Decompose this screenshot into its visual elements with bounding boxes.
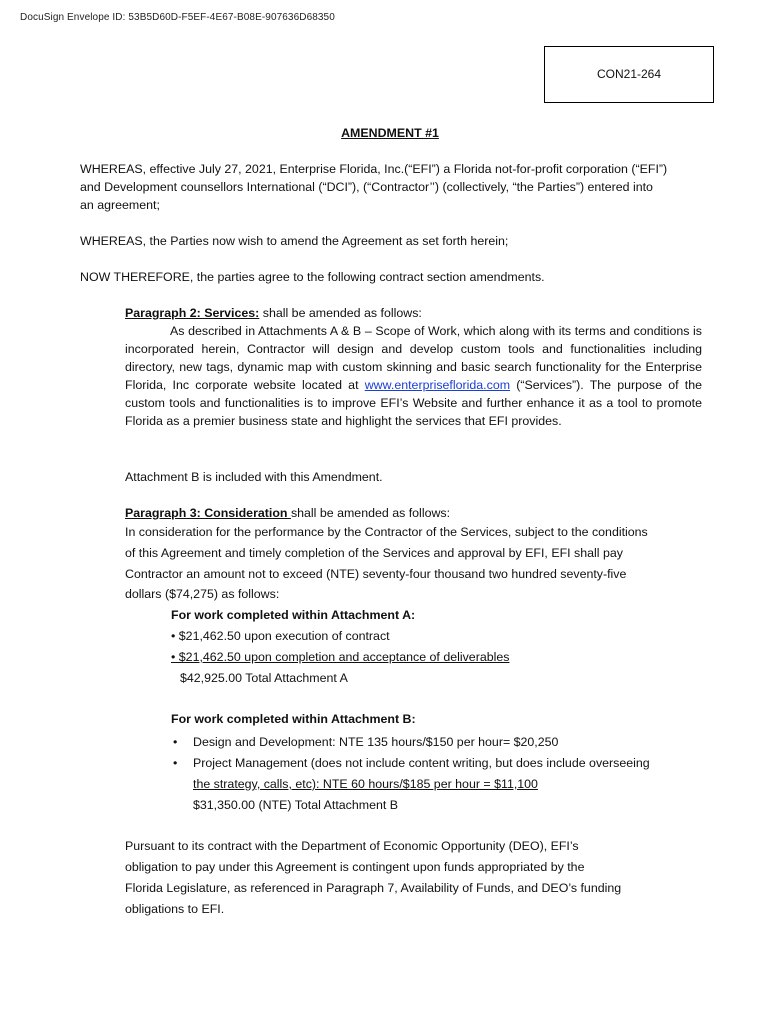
paragraph-3-heading: Paragraph 3: Consideration <box>125 506 291 520</box>
paragraph-3-line-3: Contractor an amount not to exceed (NTE) seventy-four thousand two hundred seventy-five <box>125 567 627 581</box>
pursuant-line-3: Florida Legislature, as referenced in Paragraph 7, Availability of Funds, and DEO’s funding <box>125 881 622 895</box>
attachment-b-note: Attachment B is included with this Amendment. <box>125 470 383 484</box>
now-therefore: NOW THEREFORE, the parties agree to the following contract section amendments. <box>80 270 545 284</box>
attachment-b-item-2-line-1: Project Management (does not include content writing, but does include overseeing <box>193 756 650 770</box>
contract-number-box <box>544 46 714 103</box>
document-title: AMENDMENT #1 <box>341 126 439 140</box>
attachment-b-item-1: Design and Development: NTE 135 hours/$150 per hour= $20,250 <box>193 735 559 749</box>
paragraph-3-heading-suffix: shall be amended as follows: <box>290 506 451 520</box>
paragraph-2-heading: Paragraph 2: Services: <box>125 306 260 320</box>
whereas-line-1: WHEREAS, effective July 27, 2021, Enterprise Florida, Inc.(“EFI”) a Florida not-for-profit corporation (“EFI”) <box>80 162 668 176</box>
paragraph-2-heading-suffix: shall be amended as follows: <box>259 306 422 320</box>
paragraph-3-line-1: In consideration for the performance by the Contractor of the Services, subject to the conditions <box>125 525 648 539</box>
bullet-icon: • <box>173 735 178 749</box>
attachment-a-item-1: • $21,462.50 upon execution of contract <box>171 629 390 643</box>
docusign-envelope-id: DocuSign Envelope ID: 53B5D60D-F5EF-4E67-B08E-907636D68350 <box>20 12 335 23</box>
whereas-2: WHEREAS, the Parties now wish to amend the Agreement as set forth herein; <box>80 234 509 248</box>
whereas-line-3: an agreement; <box>80 198 160 212</box>
attachment-a-total: $42,925.00 Total Attachment A <box>180 671 348 685</box>
paragraph-2-heading-line <box>125 304 702 322</box>
paragraph-2-body-after-link: (“Services”). The purpose of the custom tools and functionalities is to improve EFI’s Website and further enhance it as a tool to promote Florida as a premier business state and highlight the services that EFI provides. <box>125 378 702 428</box>
paragraph-2-body-before-link: As described in Attachments A & B – Scope of Work, which along with its terms and conditions is incorporated herein, Contractor will design and develop custom tools and functionalities including directory, new tags, dynamic map with custom skinning and basic search functionality for the Enterprise Florida, Inc corporate website located at <box>125 324 702 392</box>
attachment-b-heading: For work completed within Attachment B: <box>171 712 416 726</box>
pursuant-line-1: Pursuant to its contract with the Department of Economic Opportunity (DEO), EFI’s <box>125 839 579 853</box>
paragraph-3-heading-line <box>125 504 702 522</box>
paragraph-2-body <box>125 322 702 430</box>
attachment-a-item-2: • $21,462.50 upon completion and acceptance of deliverables <box>171 650 510 664</box>
attachment-b-item-2-line-2: the strategy, calls, etc): NTE 60 hours/$185 per hour = $11,100 <box>193 777 538 791</box>
paragraph-3-line-2: of this Agreement and timely completion of the Services and approval by EFI, EFI shall pay <box>125 546 623 560</box>
attachment-b-total: $31,350.00 (NTE) Total Attachment B <box>193 798 399 812</box>
enterpriseflorida-link[interactable]: www.enterpriseflorida.com <box>364 378 511 392</box>
pursuant-line-4: obligations to EFI. <box>125 902 225 916</box>
contract-number: CON21-264 <box>596 67 662 81</box>
whereas-line-2: and Development counsellors International (“DCI”), (“Contractor’’) (collectively, “the Parties”) entered into <box>80 180 653 194</box>
attachment-a-heading: For work completed within Attachment A: <box>171 608 416 622</box>
bullet-icon: • <box>173 756 178 770</box>
paragraph-3-line-4: dollars ($74,275) as follows: <box>125 587 280 601</box>
pursuant-line-2: obligation to pay under this Agreement is contingent upon funds appropriated by the <box>125 860 585 874</box>
